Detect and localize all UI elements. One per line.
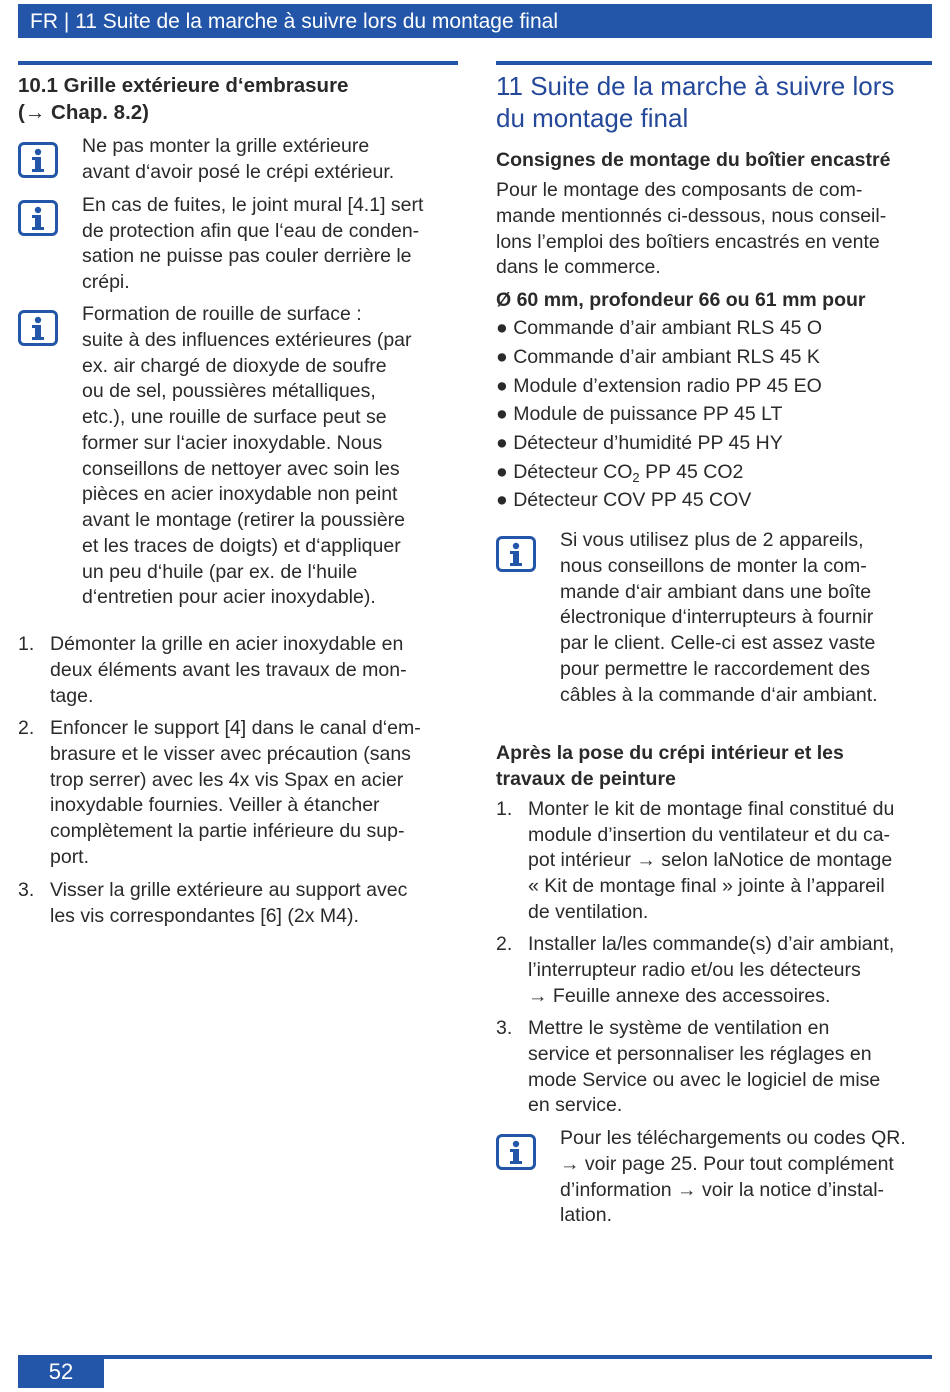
note-line: sation ne puisse pas couler derrière le bbox=[82, 245, 412, 267]
step-line: brasure et le visser avec précaution (sans bbox=[50, 743, 411, 765]
step-line: l’interrupteur radio et/ou les détecteurs bbox=[528, 959, 861, 981]
header-title: FR | 11 Suite de la marche à suivre lors du montage final bbox=[30, 10, 558, 33]
list-item-co2: ● Détecteur $CO_2$ PP 45 CO2 bbox=[496, 461, 744, 485]
left-column-rule bbox=[18, 61, 458, 65]
info-icon bbox=[18, 310, 58, 346]
step-number: 2. bbox=[18, 717, 35, 739]
note-line: Pour les téléchargements ou codes QR. bbox=[560, 1127, 906, 1149]
info-icon bbox=[496, 536, 536, 572]
step-number: 2. bbox=[496, 933, 513, 955]
intro-line: mande mentionnés ci-dessous, nous conseil- bbox=[496, 205, 887, 227]
list-item: ● Commande d’air ambiant RLS 45 O bbox=[496, 317, 823, 339]
section-title-reference: (→ Chap. 8.2) bbox=[18, 101, 149, 124]
note-line: électronique d‘interrupteurs à fournir bbox=[560, 606, 874, 628]
step-line: trop serrer) avec les 4x vis Spax en acier bbox=[50, 769, 404, 791]
step-line: tage. bbox=[50, 685, 94, 707]
note-line: pièces en acier inoxydable non peint bbox=[82, 483, 398, 505]
note-line: d’information → voir la notice d’instal- bbox=[560, 1179, 885, 1201]
footer-rule bbox=[18, 1355, 932, 1359]
list-item: ● Commande d’air ambiant RLS 45 K bbox=[496, 346, 820, 368]
note-line: par le client. Celle-ci est assez vaste bbox=[560, 632, 876, 654]
bullet: ● bbox=[496, 489, 508, 511]
bullet: ● bbox=[496, 432, 508, 454]
note-line: lation. bbox=[560, 1204, 613, 1226]
note-line: Formation de rouille de surface : bbox=[82, 303, 362, 325]
note-line: suite à des influences extérieures (par bbox=[82, 329, 412, 351]
step-line: module d’insertion du ventilateur et du ca- bbox=[528, 824, 891, 846]
section-title: 10.1 Grille extérieure d‘embrasure bbox=[18, 74, 349, 97]
right-column-rule bbox=[496, 61, 932, 65]
bullet: ● bbox=[496, 317, 508, 339]
chapter-title-cont: du montage final bbox=[496, 103, 689, 133]
note-line: avant le montage (retirer la poussière bbox=[82, 509, 405, 531]
note-line: Ne pas monter la grille extérieure bbox=[82, 135, 370, 157]
bullet: ● bbox=[496, 461, 508, 483]
step-number: 1. bbox=[18, 633, 35, 655]
step-number: 3. bbox=[18, 879, 35, 901]
dimension-line: Ø 60 mm, profondeur 66 ou 61 mm pour bbox=[496, 289, 866, 311]
note-line: crépi. bbox=[82, 271, 130, 293]
list-item: ● Détecteur COV PP 45 COV bbox=[496, 489, 752, 511]
subheading-after-plaster: Après la pose du crépi intérieur et les bbox=[496, 742, 844, 764]
note-line: de protection afin que l‘eau de conden- bbox=[82, 220, 420, 242]
step-line: Installer la/les commande(s) d’air ambiant, bbox=[528, 933, 895, 955]
list-item: ● Module de puissance PP 45 LT bbox=[496, 403, 783, 425]
info-icon bbox=[18, 200, 58, 236]
step-line: les vis correspondantes [6] (2x M4). bbox=[50, 905, 359, 927]
list-item: ● Module d’extension radio PP 45 EO bbox=[496, 375, 822, 397]
step-line: port. bbox=[50, 846, 90, 868]
step-number: 3. bbox=[496, 1017, 513, 1039]
step-line: Monter le kit de montage final constitué du bbox=[528, 798, 895, 820]
step-line: en service. bbox=[528, 1094, 623, 1116]
step-line: mode Service ou avec le logiciel de mise bbox=[528, 1069, 881, 1091]
note-line: d‘entretien pour acier inoxydable). bbox=[82, 586, 376, 608]
list-item: ● Détecteur d’humidité PP 45 HY bbox=[496, 432, 783, 454]
step-line: Mettre le système de ventilation en bbox=[528, 1017, 830, 1039]
note-line: etc.), une rouille de surface peut se bbox=[82, 406, 387, 428]
step-line: Démonter la grille en acier inoxydable en bbox=[50, 633, 404, 655]
step-line: « Kit de montage final » jointe à l’appareil bbox=[528, 875, 885, 897]
page-header bbox=[18, 4, 932, 38]
intro-line: dans le commerce. bbox=[496, 256, 661, 278]
note-line: ou de sel, poussières métalliques, bbox=[82, 380, 376, 402]
step-line: deux éléments avant les travaux de mon- bbox=[50, 659, 407, 681]
note-line: En cas de fuites, le joint mural [4.1] sert bbox=[82, 194, 424, 216]
bullet: ● bbox=[496, 403, 508, 425]
step-line: complètement la partie inférieure du sup- bbox=[50, 820, 405, 842]
step-line: → Feuille annexe des accessoires. bbox=[528, 985, 831, 1007]
step-line: de ventilation. bbox=[528, 901, 649, 923]
note-line: conseillons de nettoyer avec soin les bbox=[82, 458, 400, 480]
note-line: former sur l‘acier inoxydable. Nous bbox=[82, 432, 383, 454]
note-line: Si vous utilisez plus de 2 appareils, bbox=[560, 529, 864, 551]
note-line: mande d‘air ambiant dans une boîte bbox=[560, 581, 872, 603]
note-line: et les traces de doigts) et d‘appliquer bbox=[82, 535, 401, 557]
note-line: ex. air chargé de dioxyde de soufre bbox=[82, 355, 387, 377]
step-number: 1. bbox=[496, 798, 513, 820]
note-line: → voir page 25. Pour tout complément bbox=[560, 1153, 894, 1175]
bullet: ● bbox=[496, 375, 508, 397]
chapter-title: 11 Suite de la marche à suivre lors bbox=[496, 71, 895, 101]
note-line: avant d‘avoir posé le crépi extérieur. bbox=[82, 161, 395, 183]
note-line: un peu d‘huile (par ex. de l‘huile bbox=[82, 561, 358, 583]
subheading-after-plaster-cont: travaux de peinture bbox=[496, 768, 676, 790]
step-line: inoxydable fournies. Veiller à étancher bbox=[50, 794, 380, 816]
subheading-installation: Consignes de montage du boîtier encastré bbox=[496, 149, 891, 171]
page-number: 52 bbox=[18, 1355, 104, 1388]
intro-line: lons l’emploi des boîtiers encastrés en vente bbox=[496, 231, 880, 253]
step-line: service et personnaliser les réglages en bbox=[528, 1043, 872, 1065]
step-line: Visser la grille extérieure au support avec bbox=[50, 879, 408, 901]
note-line: pour permettre le raccordement des bbox=[560, 658, 870, 680]
step-line: pot intérieur → selon laNotice de montage bbox=[528, 849, 893, 871]
note-line: nous conseillons de monter la com- bbox=[560, 555, 867, 577]
info-icon bbox=[496, 1134, 536, 1170]
note-line: câbles à la commande d‘air ambiant. bbox=[560, 684, 878, 706]
step-line: Enfoncer le support [4] dans le canal d‘em- bbox=[50, 717, 421, 739]
bullet: ● bbox=[496, 346, 508, 368]
info-icon bbox=[18, 142, 58, 178]
intro-line: Pour le montage des composants de com- bbox=[496, 179, 863, 201]
